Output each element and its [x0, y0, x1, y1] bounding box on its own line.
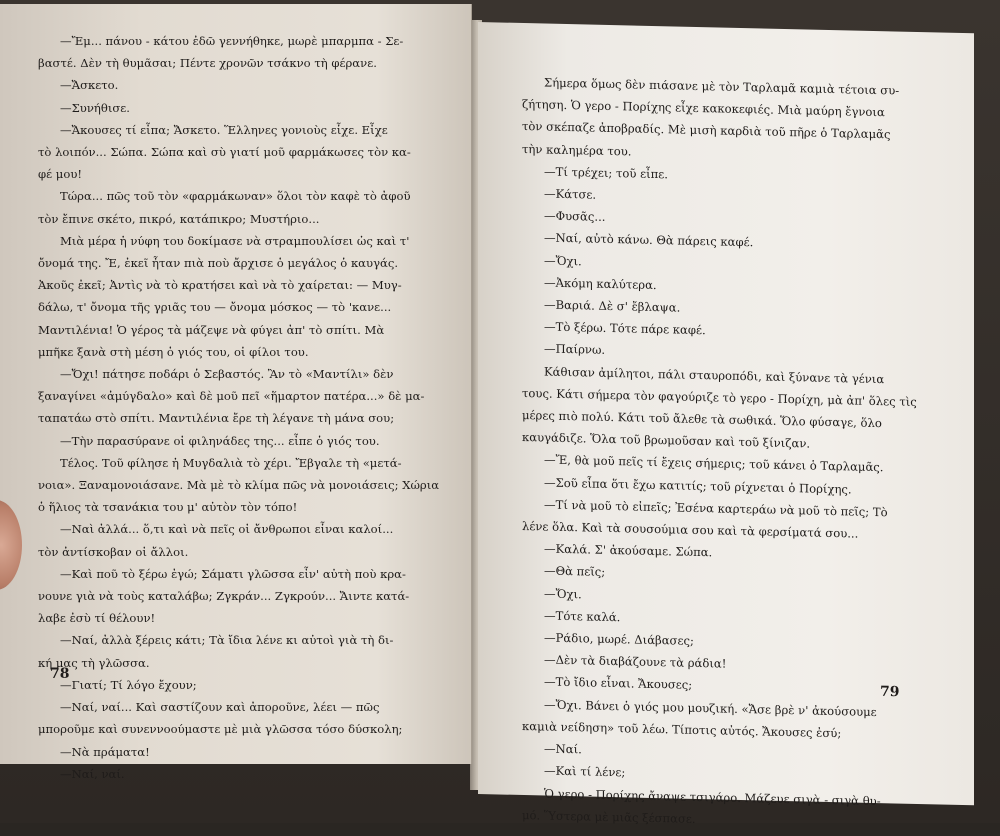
text-line: —Κάτσε.	[544, 186, 597, 202]
right-page-number: 79	[879, 683, 900, 701]
text-line: —Ὄχι! πάτησε ποδάρι ὁ Σεβαστός. Ἂν τὸ «Μαντίλι» δὲν	[60, 367, 394, 382]
text-line: —Γιατί; Τί λόγο ἔχουν;	[60, 677, 197, 692]
text-line: μποροῦμε καὶ συνεννοούμαστε μὲ μιὰ γλῶσσα τόσο δύσκολη;	[38, 722, 403, 737]
text-line: —Ράδιο, μωρέ. Διάβασες;	[544, 630, 694, 648]
text-line: μπῆκε ξανὰ στὴ μέση ὁ γιός του, οἱ φίλοι του.	[38, 344, 309, 359]
text-line: ὄνομά της. Ἔ, ἐκεῖ ἦταν πιὰ ποὺ ἄρχισε ὁ μεγάλος ὁ καυγάς.	[38, 256, 399, 271]
right-page-text	[522, 71, 946, 836]
text-line: —Καὶ τί λένε;	[544, 763, 626, 780]
text-line: νοια». Ξαναμονοιάσανε. Μὰ μὲ τὸ κλίμα πῶς νὰ μονοιάσεις; Χώρια	[38, 478, 440, 493]
text-line: —Ναί, ἀλλὰ ξέρεις κάτι; Τὰ ἴδια λένε κι αὐτοὶ γιὰ τὴ δι-	[60, 633, 394, 648]
text-line: μό. Ὕστερα μὲ μιᾶς ξέσπασε.	[522, 807, 696, 826]
text-line: ξαναγίνει «ἀμύγδαλο» καὶ δὲ μοῦ πεῖ «ἥμαρτον πατέρα...» δὲ μα-	[38, 389, 425, 404]
text-line: κή μας τὴ γλῶσσα.	[38, 655, 150, 670]
text-line: —Φυσᾶς...	[544, 208, 606, 225]
text-line: τὸν σκέπαζε ἀποβραδίς. Μὲ μισὴ καρδιὰ τοῦ πῆρε ὁ Ταρλαμᾶς	[522, 119, 891, 142]
text-line: —Ἀκόμη καλύτερα.	[544, 275, 657, 292]
text-line: —Ναί, ναί... Καὶ σαστίζουν καὶ ἀποροῦνε, λέει — πῶς	[60, 700, 380, 715]
left-page	[0, 4, 472, 781]
text-line: —Νὰ πράματα!	[60, 744, 150, 759]
text-line: Μιὰ μέρα ἡ νύφη του δοκίμασε νὰ στραμπουλίσει ὡς καὶ τ'	[60, 233, 410, 248]
text-line: —Καὶ ποῦ τὸ ξέρω ἐγώ; Σάματι γλῶσσα εἶν' αὐτὴ ποὺ κρα-	[60, 566, 406, 581]
text-line: τὴν καλημέρα του.	[522, 141, 632, 159]
text-line: Τώρα... πῶς τοῦ τὸν «φαρμάκωναν» ὅλοι τὸν καφὲ τὸ ἀφοῦ	[60, 189, 411, 204]
text-line: βαστέ. Δὲν τὴ θυμᾶσαι; Πέντε χρονῶν τσάκνο τὴ φέρανε.	[38, 56, 377, 71]
left-page-text	[38, 30, 440, 785]
text-line: —Τότε καλά.	[544, 608, 621, 625]
text-line: φέ μου!	[38, 167, 83, 182]
text-line: —Ναί, αὐτὸ κάνω. Θὰ πάρεις καφέ.	[544, 230, 754, 250]
text-line: δάλω, τ' ὄνομα τῆς γριᾶς του — ὄνομα μόσκος — τὸ 'κανε...	[38, 300, 392, 315]
text-line: τὸν ἔπινε σκέτο, πικρό, κατάπικρο; Μυστήριο...	[38, 211, 320, 226]
text-line: —Θὰ πεῖς;	[544, 563, 606, 580]
text-line: Τέλος. Τοῦ φίλησε ἡ Μυγδαλιὰ τὸ χέρι. Ἔβγαλε τὴ «μετά-	[60, 455, 402, 470]
text-line: ζήτηση. Ὁ γερο - Πορίχης εἶχε κακοκεφιές. Μιὰ μαύρη ἔγνοια	[522, 97, 885, 120]
right-page	[478, 22, 974, 826]
text-line: λένε ὅλα. Καὶ τὰ σουσούμια σου καὶ τὰ φερσίματά σου...	[522, 519, 859, 541]
text-line: ὁ ἥλιος τὰ τσανάκια του μ' αὐτὸν τὸν τόπο!	[38, 500, 298, 515]
text-line: —Τὸ ἴδιο εἶναι. Ἄκουσες;	[544, 674, 693, 693]
text-line: —Ἄσκετο.	[60, 78, 119, 93]
text-line: καμιὰ νείδηση» τοῦ λέω. Τίποτις αὐτός. Ἄκουσες ἐσύ;	[522, 718, 842, 741]
text-line: —Ἄκουσες τί εἶπα; Ἄσκετο. Ἕλληνες γονιοὺς εἶχε. Εἶχε	[60, 122, 388, 137]
text-line: τὸν ἀντίσκοβαν οἱ ἄλλοι.	[38, 544, 189, 559]
text-line: —Δὲν τὰ διαβάζουνε τὰ ράδια!	[544, 652, 727, 671]
text-line: —Ὄχι.	[544, 253, 582, 268]
text-line: Ἀκοῦς ἐκεῖ; Ἀντὶς νὰ τὸ κρατήσει καὶ νὰ τὸ χαίρεται: — Μυγ-	[38, 278, 402, 293]
text-line: Μαντιλένια! Ὁ γέρος τὰ μάζεψε νὰ φύγει ἀπ' τὸ σπίτι. Μὰ	[38, 322, 385, 337]
text-line: Κάθισαν ἀμίλητοι, πάλι σταυροπόδι, καὶ ξύνανε τὰ γένια	[544, 364, 885, 386]
text-line: —Τί νὰ μοῦ τὸ εἰπεῖς; Ἐσένα καρτεράω νὰ μοῦ τὸ πεῖς; Τὸ	[544, 497, 888, 520]
text-line: ταπατάω στὸ σπίτι. Μαντιλένια ἔρε τὴ λέγανε τὴ μάνα σου;	[38, 411, 395, 426]
text-line: καυγάδιζε. Ὅλα τοῦ βρωμοῦσαν καὶ τοῦ ξίνιζαν.	[522, 430, 811, 451]
text-line: μέρες πιὸ πολύ. Κάτι τοῦ ἄλεθε τὰ σωθικά. Ὅλο φύσαγε, ὅλο	[522, 408, 882, 431]
text-line: Ὁ γερο - Πορίχης ἄναψε τσιγάρο. Μάζευε σιγὰ - σιγὰ θυ-	[544, 785, 881, 808]
text-line: —Ἔμ... πάνου - κάτου ἐδῶ γεννήθηκε, μωρὲ μπαρμπα - Σε-	[60, 34, 404, 48]
text-line: —Συνήθισε.	[60, 100, 130, 115]
text-line: νουνε γιὰ νὰ τοὺς καταλάβω; Ζγκράν... Ζγκρούν... Ἄιντε κατά-	[38, 589, 410, 604]
text-line: τὸ λοιπόν... Σώπα. Σώπα καὶ σὺ γιατί μοῦ φαρμάκωσες τὸν κα-	[38, 145, 411, 160]
text-line: —Ναί, ναί.	[60, 766, 125, 781]
text-line: —Ναὶ ἀλλά... ὅ,τι καὶ νὰ πεῖς οἱ ἄνθρωποι εἶναι καλοί...	[60, 522, 394, 537]
text-line: Σήμερα ὅμως δὲν πιάσανε μὲ τὸν Ταρλαμᾶ καμιὰ τέτοια συ-	[544, 75, 900, 98]
text-line: —Ὄχι. Βάνει ὁ γιός μου μουζική. «Ἄσε βρὲ ν' ἀκούσουμε	[544, 697, 877, 719]
text-line: —Τί τρέχει; τοῦ εἶπε.	[544, 164, 668, 182]
text-line: —Τὴν παρασύρανε οἱ φιληνάδες της... εἶπε ὁ γιός του.	[60, 433, 380, 448]
text-line: —Παίρνω.	[544, 341, 606, 358]
text-line: —Καλά. Σ' ἀκούσαμε. Σώπα.	[544, 541, 713, 560]
text-line: —Τὸ ξέρω. Τότε πάρε καφέ.	[544, 319, 706, 338]
text-line: —Ὄχι.	[544, 586, 582, 602]
text-line: —Ἔ, θὰ μοῦ πεῖς τί ἔχεις σήμερις; τοῦ κάνει ὁ Ταρλαμᾶς.	[544, 452, 884, 475]
left-page-number: 78	[50, 666, 70, 682]
text-line: —Βαριά. Δὲ σ' ἔβλαψα.	[544, 297, 681, 315]
text-line: λαβε ἐσὺ τί θέλουν!	[38, 611, 156, 626]
text-line: —Ναί.	[544, 741, 582, 757]
text-line: τους. Κάτι σήμερα τὸν φαγούριζε τὸ γερο - Πορίχη, μὰ ἀπ' ὅλες τὶς	[522, 385, 917, 409]
text-line: —Σοῦ εἶπα ὅτι ἔχω κατιτίς; τοῦ ρίχνεται ὁ Πορίχης.	[544, 475, 852, 497]
